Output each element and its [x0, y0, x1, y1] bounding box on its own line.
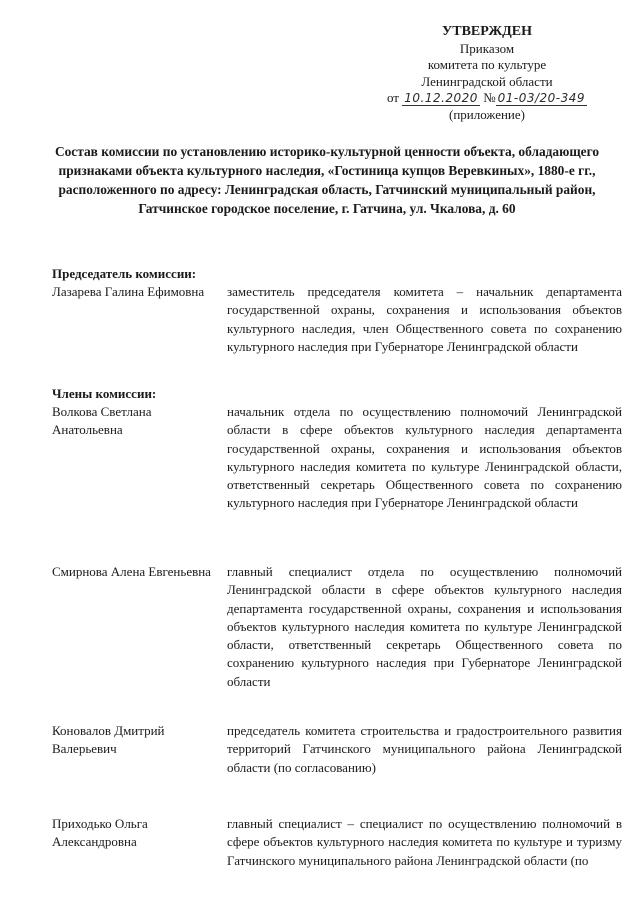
member-name: Волкова Светлана Анатольевна	[52, 404, 152, 438]
chair-heading: Председатель комиссии:	[52, 266, 197, 281]
member-name: Приходько Ольга Александровна	[52, 816, 148, 850]
from-prefix: от	[386, 90, 399, 105]
approval-appendix: (приложение)	[448, 106, 525, 122]
approval-line-committee: комитета по культуре	[427, 57, 547, 72]
approval-block	[372, 24, 602, 123]
member-role: главный специалист – специалист по осуществлению полномочий в сфере объектов культурного наследия комитета по культуре и туризму Гатчинского муниципального района Ленинградской области (по	[227, 816, 622, 868]
members-heading: Члены комиссии:	[52, 386, 157, 401]
member-role: заместитель председателя комитета – начальник департамента государственной охраны, сохранения и использования объектов культурного наследия, член Общественного совета по сохранению культурного наследия при Губернаторе Ленинградской области	[227, 284, 622, 354]
member-role: председатель комитета строительства и градостроительного развития территорий Гатчинского муниципального района Ленинградской области (по согласованию)	[227, 723, 622, 775]
approval-line-order: Приказом	[459, 40, 515, 56]
approval-date-number	[372, 90, 602, 107]
handwritten-date: 10.12.2020	[404, 91, 478, 105]
member-name: Лазарева Галина Ефимовна	[52, 284, 205, 299]
approval-line-region: Ленинградской области	[421, 73, 553, 89]
member-name: Коновалов Дмитрий Валерьевич	[52, 723, 165, 757]
member-role: главный специалист отдела по осуществлению полномочий Ленинградской области в сфере объектов культурного наследия департамента государственной охраны, сохранения и использования объектов культурного наследия комитета по культуре Ленинградской области, ответственный секретарь Общественного совета по сохранению культурного наследия при Губернаторе Ленинградской области	[227, 564, 622, 689]
member-role: начальник отдела по осуществлению полномочий Ленинградской области в сфере объектов культурного наследия департамента государственной охраны, сохранения и использования объектов культурного наследия комитета по культуре Ленинградской области, ответственный секретарь Общественного совета по сохранению культурного наследия при Губернаторе Ленинградской области	[227, 404, 622, 511]
number-prefix: №	[483, 90, 496, 105]
handwritten-number: 01-03/20-349	[497, 91, 586, 105]
member-name: Смирнова Алена Евгеньевна	[52, 564, 211, 579]
approval-title: УТВЕРЖДЕН	[441, 24, 533, 39]
document-title: Состав комиссии по установлению историко-культурной ценности объекта, обладающего признаками объекта культурного наследия, «Гостиница купцов Веревкиных», 1880-е гг., расположенного по адресу: Ленинградская область, Гатчинский муниципальный район, Гатчинское городское поселение, г. Гатчина, ул. Чкалова, д. 60	[54, 144, 600, 216]
